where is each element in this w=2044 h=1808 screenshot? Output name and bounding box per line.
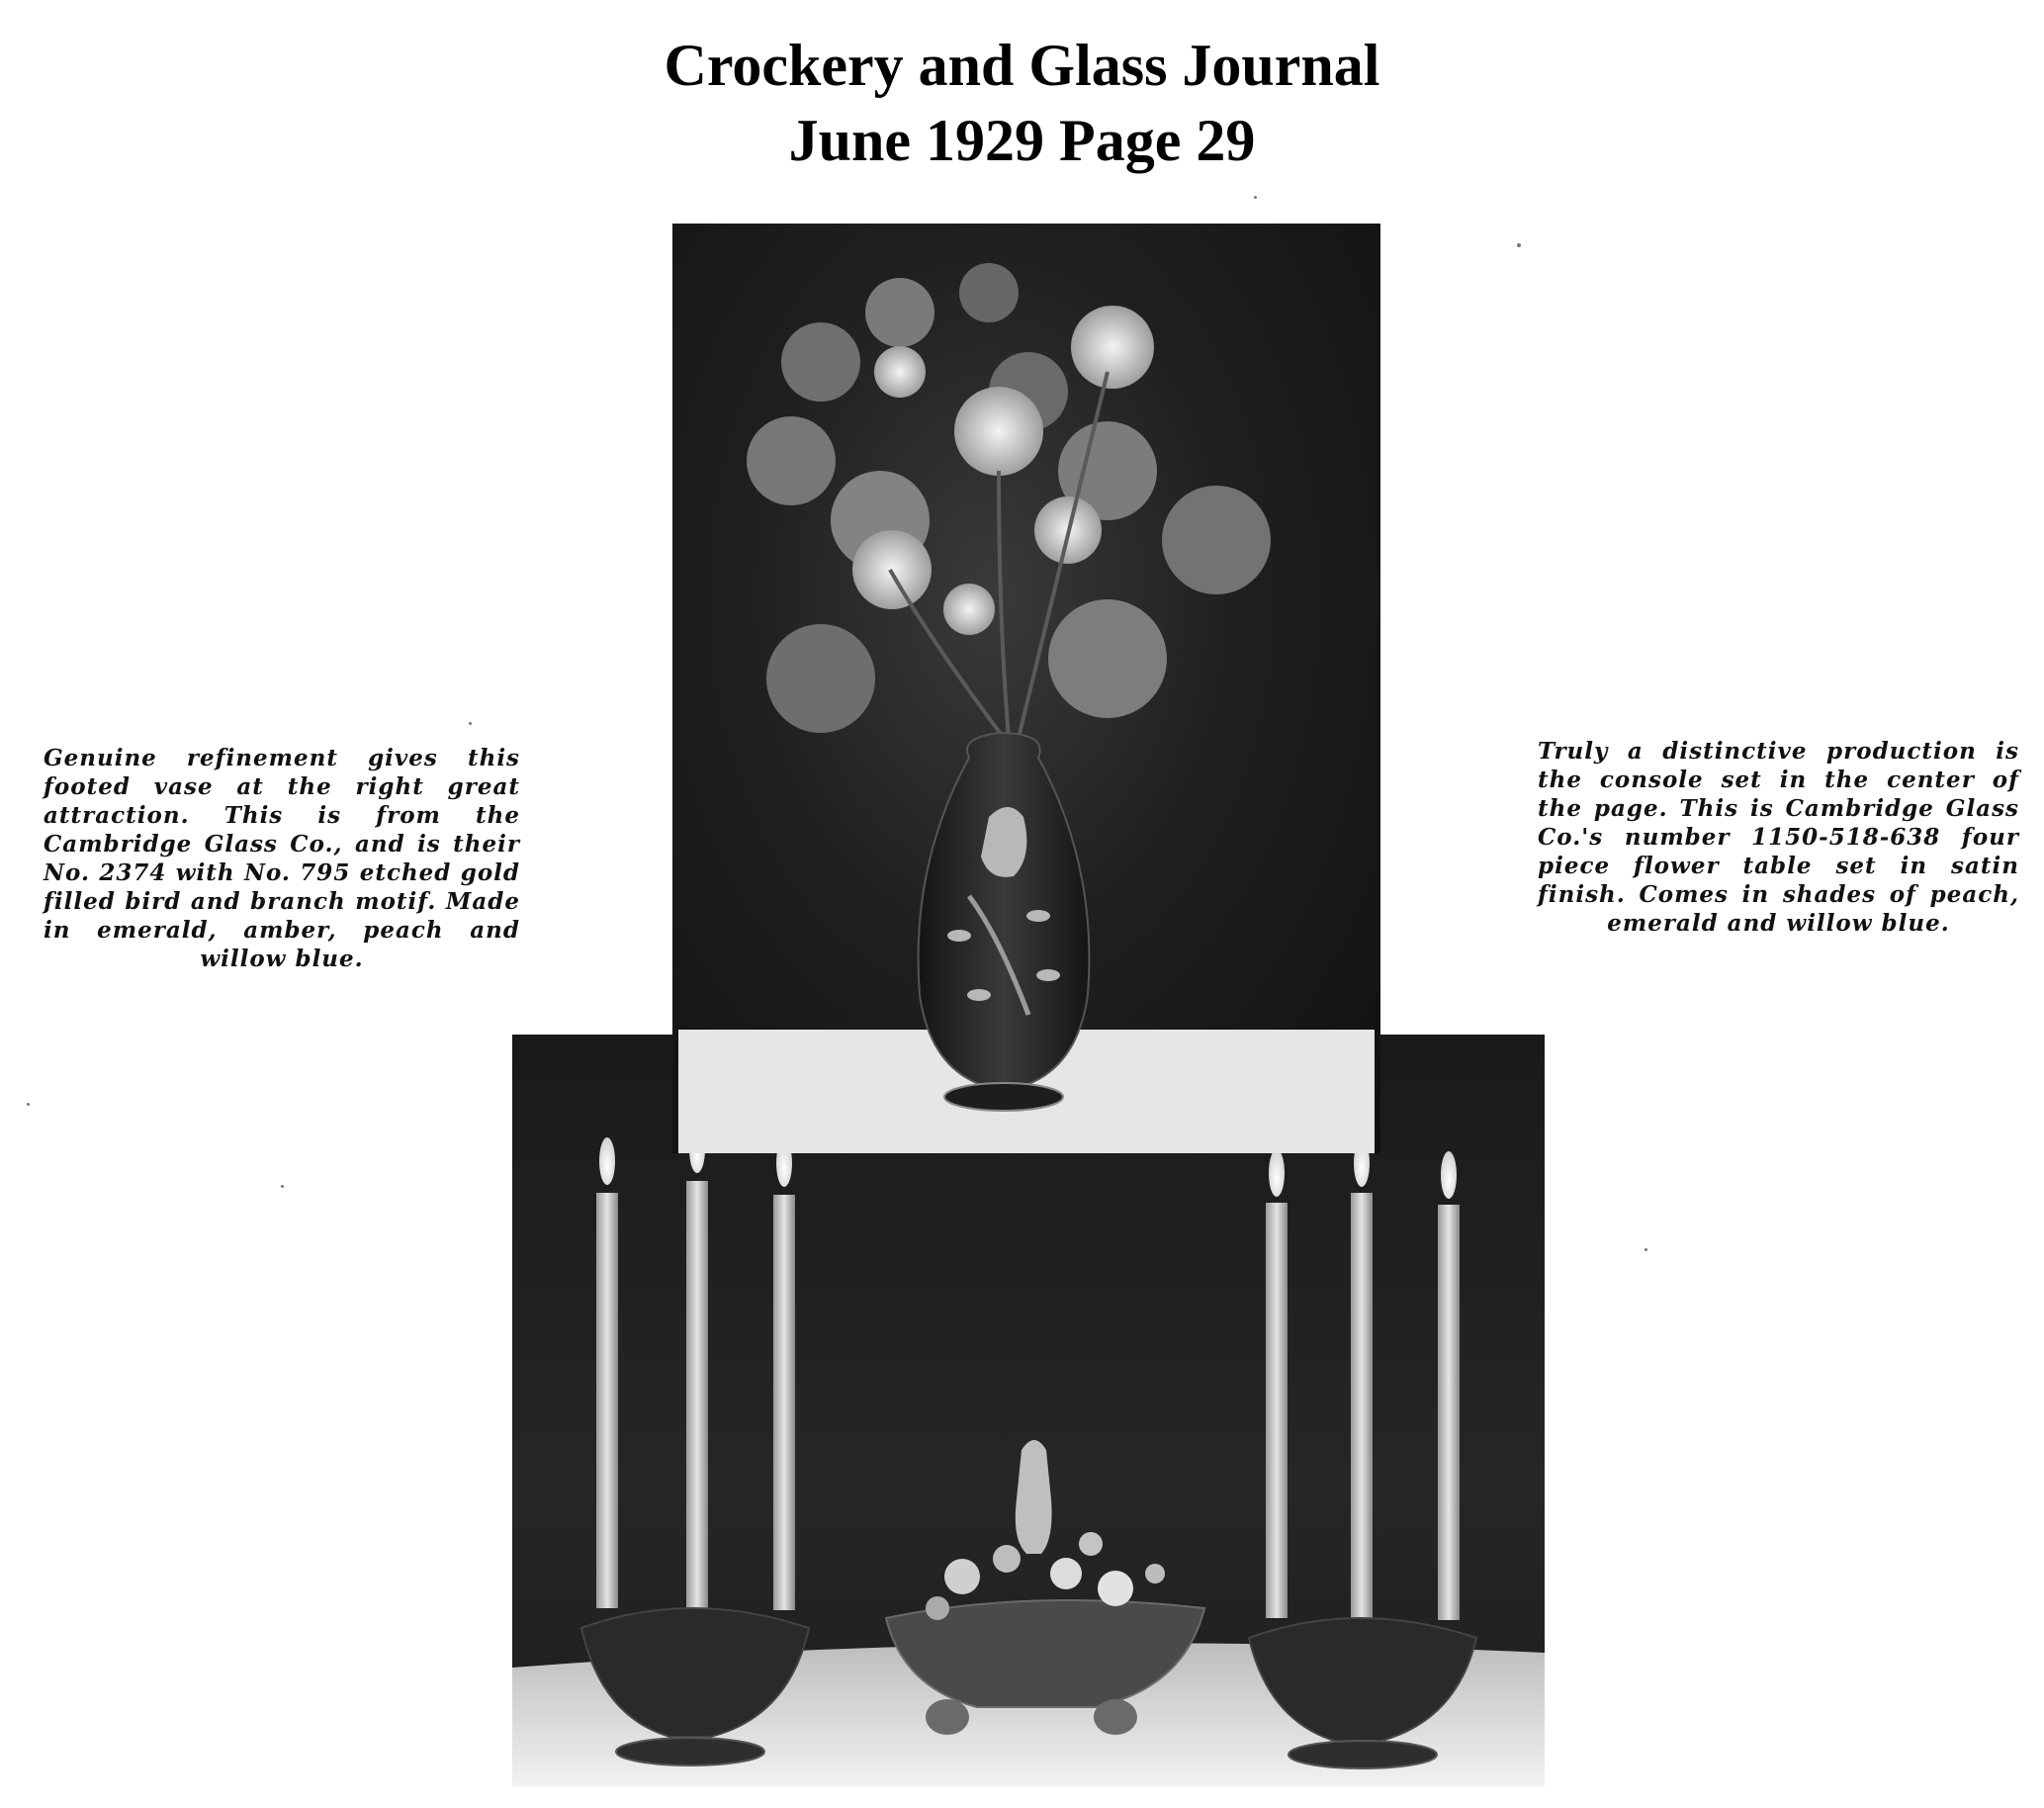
right-candelabra <box>1249 1139 1476 1768</box>
console-set-caption: Truly a distinctive production is the console set in the center of the page. This is Cambridge Glass Co.'s number 1150-518-638 four piece flower table set in satin finish. Comes in shades of peach, emerald and willow blue. <box>1538 738 2019 937</box>
vase-photo <box>672 224 1380 1153</box>
print-speck <box>27 1103 30 1106</box>
vase-illustration <box>672 224 1380 1153</box>
flower <box>1079 1532 1103 1556</box>
flower-frog-figure <box>1016 1440 1052 1554</box>
flower <box>1050 1558 1082 1589</box>
vase-caption: Genuine refinement gives this footed vase at the right great attraction. This is from the Cambridge Glass Co., and is their No. 2374 with No. 795 etched gold filled bird and branch motif. Made in emerald, amber, peach and willow blue. <box>44 745 520 972</box>
print-speck <box>1644 1248 1647 1251</box>
print-speck <box>1517 243 1521 247</box>
bloom <box>1071 306 1154 389</box>
flower <box>1098 1571 1133 1606</box>
flame <box>1269 1149 1285 1197</box>
candle <box>1351 1193 1373 1628</box>
candelabra-foot <box>1289 1741 1437 1768</box>
footed-vase <box>919 733 1090 1084</box>
bowl-foot <box>1094 1699 1137 1735</box>
flower-bouquet <box>747 263 1271 733</box>
candle <box>1266 1203 1288 1618</box>
candle <box>596 1193 618 1608</box>
left-candelabra <box>581 1126 809 1765</box>
candle <box>773 1195 795 1610</box>
flame <box>599 1137 615 1185</box>
print-speck <box>1254 196 1257 199</box>
candelabra-foot <box>616 1738 764 1765</box>
bloom <box>874 346 926 398</box>
flower <box>993 1545 1021 1573</box>
journal-title: Crockery and Glass Journal <box>664 33 1380 98</box>
flower <box>926 1596 949 1620</box>
flower <box>944 1559 980 1594</box>
bloom <box>954 387 1043 476</box>
page-title <box>0 28 2044 178</box>
issue-date-page: June 1929 Page 29 <box>788 108 1256 173</box>
candle <box>1438 1205 1460 1620</box>
bowl-foot <box>926 1699 969 1735</box>
flower <box>1145 1564 1165 1583</box>
vase-foot <box>944 1083 1063 1111</box>
print-speck <box>469 722 472 725</box>
bloom <box>943 584 995 635</box>
print-speck <box>281 1185 284 1188</box>
candle <box>686 1181 708 1616</box>
flame <box>1441 1151 1457 1199</box>
